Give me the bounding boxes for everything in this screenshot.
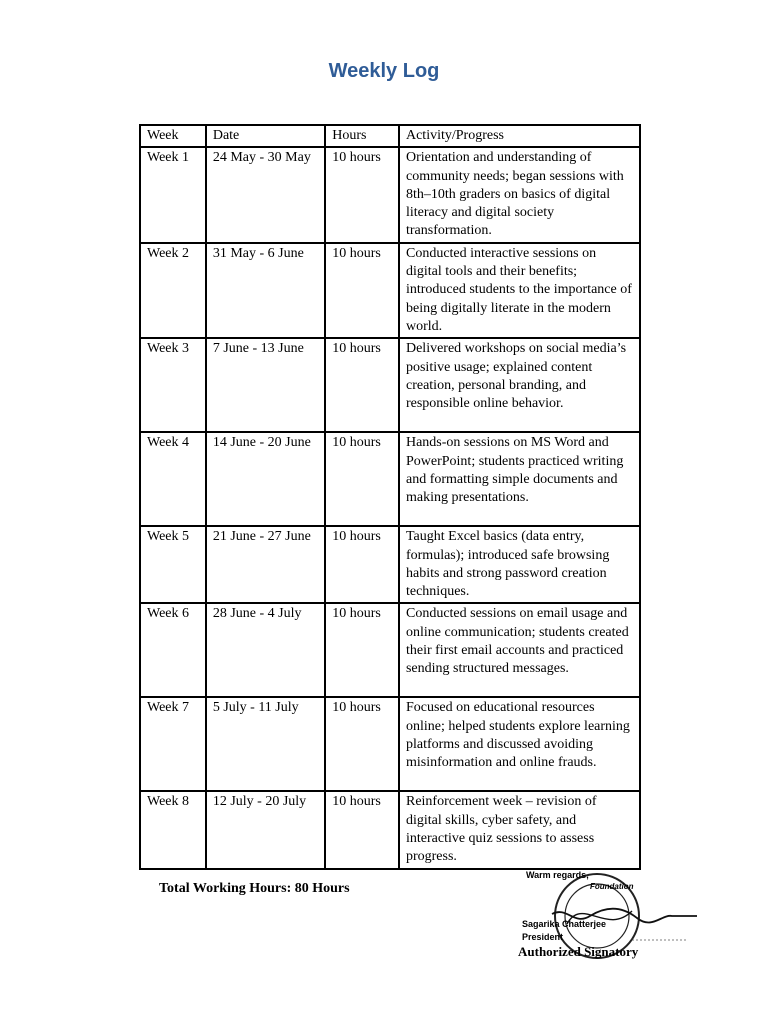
header-hours: Hours <box>325 125 399 147</box>
table-row <box>140 147 640 242</box>
table-row <box>140 603 640 697</box>
table-row <box>140 243 640 338</box>
table-row <box>140 432 640 526</box>
cell-week: Week 2 <box>140 243 206 338</box>
cell-date: 7 June - 13 June <box>206 338 325 432</box>
table-header-row <box>140 125 640 147</box>
cell-week: Week 8 <box>140 791 206 868</box>
cell-activity: Orientation and understanding of community needs; began sessions with 8th–10th graders on basics of digital literacy and digital society transformation. <box>399 147 640 242</box>
header-date: Date <box>206 125 325 147</box>
cell-hours: 10 hours <box>325 432 399 526</box>
cell-week: Week 7 <box>140 697 206 791</box>
table-row <box>140 338 640 432</box>
signature-block <box>512 866 702 966</box>
cell-date: 5 July - 11 July <box>206 697 325 791</box>
signatory-name: Sagarika Chatterjee <box>522 919 607 929</box>
cell-hours: 10 hours <box>325 147 399 242</box>
cell-activity: Conducted sessions on email usage and online communication; students created their first email accounts and practiced sending structured messages. <box>399 603 640 697</box>
cell-hours: 10 hours <box>325 338 399 432</box>
cell-date: 31 May - 6 June <box>206 243 325 338</box>
cell-week: Week 6 <box>140 603 206 697</box>
cell-date: 21 June - 27 June <box>206 526 325 603</box>
cell-date: 14 June - 20 June <box>206 432 325 526</box>
cell-hours: 10 hours <box>325 526 399 603</box>
cell-week: Week 3 <box>140 338 206 432</box>
stamp-text: Foundation <box>590 882 634 891</box>
table-row <box>140 697 640 791</box>
cell-hours: 10 hours <box>325 697 399 791</box>
authorized-signatory-label: Authorized Signatory <box>518 944 639 959</box>
cell-date: 24 May - 30 May <box>206 147 325 242</box>
total-working-hours: Total Working Hours: 80 Hours <box>159 881 350 896</box>
cell-hours: 10 hours <box>325 243 399 338</box>
header-week: Week <box>140 125 206 147</box>
cell-activity: Reinforcement week – revision of digital skills, cyber safety, and interactive quiz sessions to assess progress. <box>399 791 640 868</box>
cell-activity: Taught Excel basics (data entry, formulas); introduced safe browsing habits and strong password creation techniques. <box>399 526 640 603</box>
cell-week: Week 1 <box>140 147 206 242</box>
cell-activity: Focused on educational resources online; helped students explore learning platforms and discussed avoiding misinformation and online frauds. <box>399 697 640 791</box>
table-row <box>140 791 640 868</box>
cell-date: 28 June - 4 July <box>206 603 325 697</box>
cell-activity: Delivered workshops on social media’s positive usage; explained content creation, personal branding, and responsible online behavior. <box>399 338 640 432</box>
cell-hours: 10 hours <box>325 603 399 697</box>
signatory-role: President <box>522 932 564 942</box>
cell-week: Week 4 <box>140 432 206 526</box>
cell-activity: Hands-on sessions on MS Word and PowerPoint; students practiced writing and formatting simple documents and making presentations. <box>399 432 640 526</box>
signature-regards: Warm regards, <box>526 870 589 880</box>
cell-week: Week 5 <box>140 526 206 603</box>
cell-date: 12 July - 20 July <box>206 791 325 868</box>
cell-activity: Conducted interactive sessions on digital tools and their benefits; introduced students to the importance of being digitally literate in the modern world. <box>399 243 640 338</box>
weekly-log-table <box>139 124 641 870</box>
page-title: Weekly Log <box>328 60 440 82</box>
table-row <box>140 526 640 603</box>
header-activity: Activity/Progress <box>399 125 640 147</box>
cell-hours: 10 hours <box>325 791 399 868</box>
